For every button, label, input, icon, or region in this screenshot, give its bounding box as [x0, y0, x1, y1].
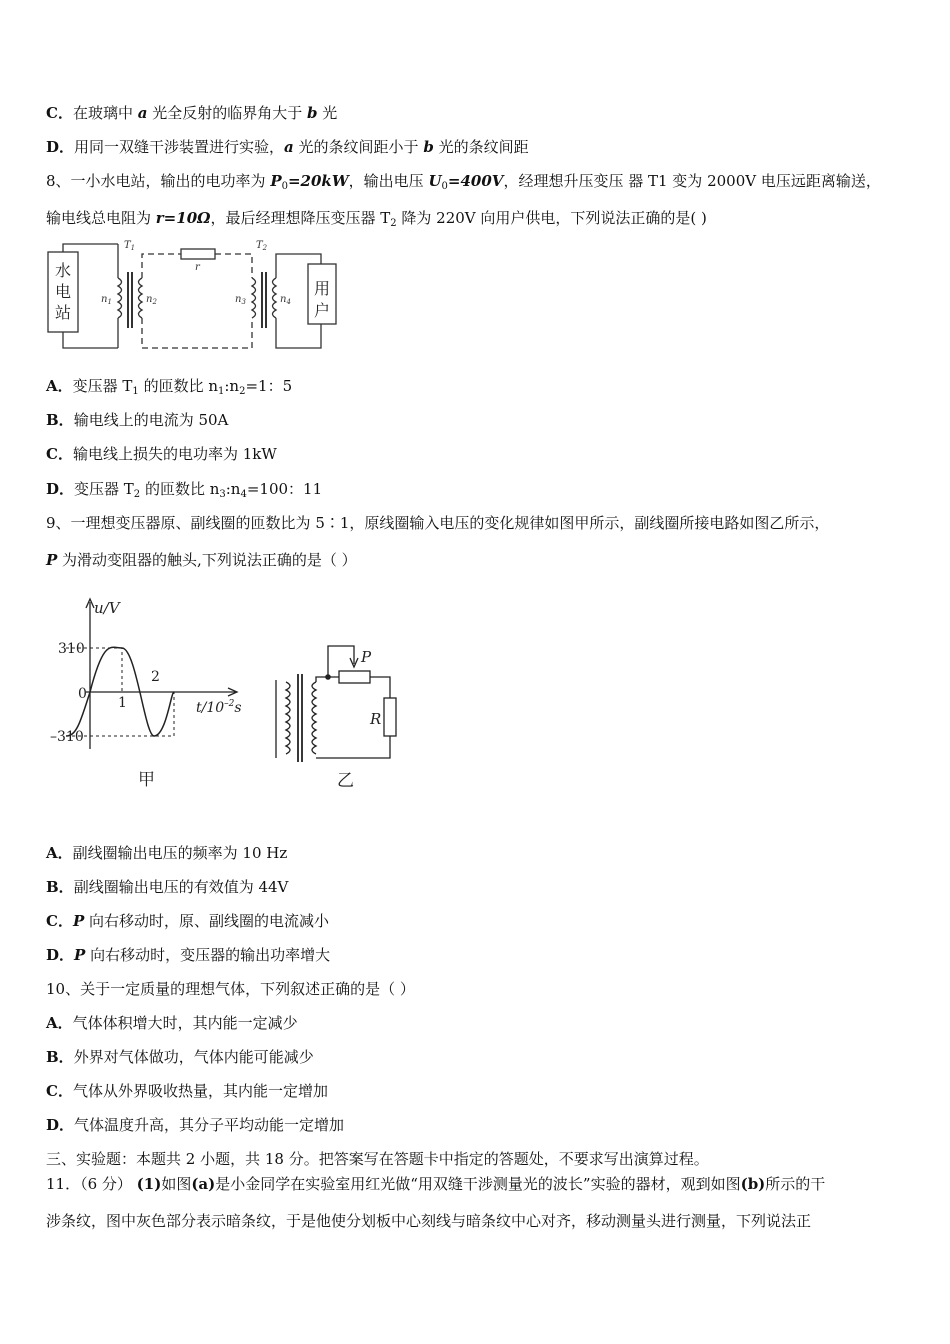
- label-n4: $n_4$: [280, 294, 291, 306]
- option-text: 气体体积增大时，其内能一定减少: [72, 1014, 298, 1032]
- option-text: 变压器 T: [72, 377, 133, 395]
- stem-text: ，输出电压: [348, 172, 429, 190]
- section-3-heading: 三、实验题：本题共 2 小题，共 18 分。把答案写在答题卡中指定的答题处，不要求写出演算过程。: [46, 1150, 709, 1168]
- option-text: 光全反射的临界角大于: [147, 104, 308, 122]
- subscript: 1: [132, 386, 139, 397]
- option-text: :n: [224, 377, 240, 395]
- symbol-a: a: [284, 138, 294, 156]
- voltage-waveform-graph: [46, 594, 266, 799]
- q9-option-c: [46, 911, 329, 931]
- x-axis-label: $t/10^{-2}s$: [196, 699, 242, 716]
- coil-n2: [139, 278, 143, 318]
- q8-option-d: [46, 479, 322, 505]
- symbol-a: a: [137, 104, 148, 122]
- label-r: R: [370, 710, 382, 728]
- stem-text: 8、一小水电站，输出的电功率为: [46, 172, 271, 190]
- figure-ref-a: (a): [191, 1175, 216, 1193]
- stem-text: ，经理想升压变压 器 T1 变为 2000V 电压远距离输送，: [503, 172, 881, 190]
- option-text: 气体从外界吸收热量，其内能一定增加: [72, 1082, 328, 1100]
- option-text: 变压器 T: [74, 480, 134, 498]
- option-text: :n: [225, 480, 241, 498]
- primary-coil: [286, 682, 290, 754]
- subscript: 0: [441, 181, 448, 192]
- coil-n4: [273, 278, 277, 318]
- symbol-p: P: [270, 172, 282, 190]
- q10-option-d: [46, 1115, 344, 1135]
- stem-text: 是小金同学在实验室用红光做“用双缝干涉测量光的波长”实验的器材，观到如图: [215, 1175, 741, 1193]
- stem-text: 所示的干: [765, 1175, 826, 1193]
- q9-option-b: [46, 877, 288, 897]
- subscript: 0: [281, 181, 288, 192]
- coil-n3: [252, 278, 256, 318]
- q10-option-c: [46, 1081, 328, 1101]
- option-label: C．: [46, 445, 73, 463]
- label-t2: $T_2$: [256, 240, 268, 252]
- user-label: 户: [314, 301, 331, 320]
- part-label: (1): [136, 1175, 162, 1193]
- symbol-b: b: [423, 138, 434, 156]
- option-text: 光的条纹间距: [433, 138, 529, 156]
- stem-text: ，最后经理想降压变压器 T: [210, 209, 391, 227]
- option-text: 向右移动时，变压器的输出功率增大: [85, 946, 331, 964]
- option-label: A．: [46, 377, 73, 395]
- symbol-p: P: [74, 946, 86, 964]
- label-p: P: [361, 648, 372, 666]
- q8-stem-line2: [46, 208, 707, 234]
- option-label: B．: [46, 1048, 74, 1066]
- y-axis-label: u/V: [94, 599, 120, 617]
- slider-p: [328, 646, 358, 677]
- tick-2: 2: [151, 669, 160, 685]
- user-label: 用: [314, 279, 331, 298]
- option-label: C．: [46, 912, 73, 930]
- option-text: 在玻璃中: [72, 104, 138, 122]
- value: r=10Ω: [155, 209, 211, 227]
- option-label: A．: [46, 844, 73, 862]
- secondary-coil: [312, 682, 316, 754]
- symbol-p: P: [72, 912, 85, 930]
- q9-option-d: [46, 945, 330, 965]
- station-label: 站: [55, 303, 72, 322]
- q7-option-d: [46, 137, 529, 157]
- label-n3: $n_3$: [235, 294, 246, 306]
- option-text: 用同一双缝干涉装置进行实验，: [74, 138, 285, 156]
- tick-0: 0: [78, 686, 87, 702]
- power-transmission-diagram: [44, 236, 344, 356]
- option-text: 向右移动时，原、副线圈的电流减小: [84, 912, 330, 930]
- station-label: 水: [55, 261, 72, 280]
- subscript: 4: [240, 489, 247, 500]
- stem-text: 输电线总电阻为: [46, 209, 156, 227]
- option-text: =1：5: [245, 377, 293, 395]
- q8-option-b: [46, 410, 228, 430]
- resistor-r: [384, 698, 396, 736]
- option-text: =100：11: [246, 480, 323, 498]
- subscript: 3: [219, 489, 226, 500]
- value: =20kW: [287, 172, 349, 190]
- caption-jia: 甲: [138, 770, 155, 790]
- option-text: 光: [317, 104, 338, 122]
- station-label: 电: [55, 282, 72, 301]
- q9-stem-line2: [46, 550, 357, 570]
- subscript: 2: [133, 489, 141, 500]
- label-n2: $n_2$: [146, 294, 157, 306]
- q10-option-b: [46, 1047, 314, 1067]
- option-text: 外界对气体做功，气体内能可能减少: [73, 1048, 314, 1066]
- option-text: 的匝数比 n: [140, 480, 220, 498]
- q11-stem-line1: [46, 1174, 825, 1194]
- symbol-b: b: [307, 104, 318, 122]
- caption-yi: 乙: [337, 771, 354, 791]
- option-label: A．: [46, 1014, 73, 1032]
- option-label: C．: [46, 1082, 73, 1100]
- option-label: B．: [46, 878, 74, 896]
- option-text: 输电线上的电流为 50A: [73, 411, 229, 429]
- option-text: 光的条纹间距小于: [293, 138, 424, 156]
- q8-option-c: [46, 444, 277, 464]
- subscript: 2: [239, 386, 246, 397]
- option-label: C．: [46, 104, 73, 122]
- label-n1: $n_1$: [101, 294, 112, 306]
- tick-1: 1: [118, 695, 127, 711]
- option-text: 输电线上损失的电功率为 1kW: [72, 445, 277, 463]
- q10-option-a: [46, 1013, 298, 1033]
- label-t1: $T_1$: [124, 240, 136, 252]
- value: =400V: [447, 172, 504, 190]
- q11-stem-line2: 涉条纹，图中灰色部分表示暗条纹，于是他使分划板中心刻线与暗条纹中心对齐，移动测量头进行测量，下列说法正: [46, 1212, 812, 1230]
- option-text: 副线圈输出电压的频率为 10 Hz: [72, 844, 288, 862]
- option-text: 副线圈输出电压的有效值为 44V: [73, 878, 289, 896]
- q9-option-a: [46, 843, 287, 863]
- coil-n1: [118, 278, 122, 318]
- option-text: 气体温度升高，其分子平均动能一定增加: [74, 1116, 345, 1134]
- option-label: D．: [46, 946, 75, 964]
- symbol-p: P: [46, 551, 58, 569]
- rheostat: [339, 671, 370, 683]
- q7-option-c: [46, 103, 337, 123]
- option-label: D．: [46, 480, 75, 498]
- subscript: 1: [218, 386, 225, 397]
- resistor-r: [181, 249, 215, 259]
- q10-stem: 10、关于一定质量的理想气体，下列叙述正确的是（ ）: [46, 980, 415, 998]
- option-label: B．: [46, 411, 74, 429]
- q8-stem-line1: [46, 171, 881, 197]
- symbol-u: U: [428, 172, 442, 190]
- tick-neg310: –310: [50, 729, 84, 745]
- stem-text: 11．（6 分）: [46, 1175, 137, 1193]
- q9-stem-line1: 9、一理想变压器原、副线圈的匝数比为 5∶1，原线圈输入电压的变化规律如图甲所示，副线圈所接电路如图乙所示，: [46, 514, 830, 532]
- stem-text: 为滑动变阻器的触头,下列说法正确的是（ ）: [57, 551, 357, 569]
- figure-ref-b: (b): [740, 1175, 766, 1193]
- stem-text: 如图: [161, 1175, 192, 1193]
- secondary-circuit-diagram: [266, 640, 406, 800]
- q8-option-a: [46, 376, 292, 402]
- subscript: 2: [390, 218, 397, 229]
- option-text: 的匝数比 n: [138, 377, 218, 395]
- option-label: D．: [46, 1116, 75, 1134]
- stem-text: 降为 220V 向用户供电，下列说法正确的是( ): [396, 209, 707, 227]
- option-label: D．: [46, 138, 75, 156]
- junction-dot: [325, 674, 331, 680]
- tick-310: 310: [58, 641, 85, 657]
- label-r: r: [195, 262, 200, 273]
